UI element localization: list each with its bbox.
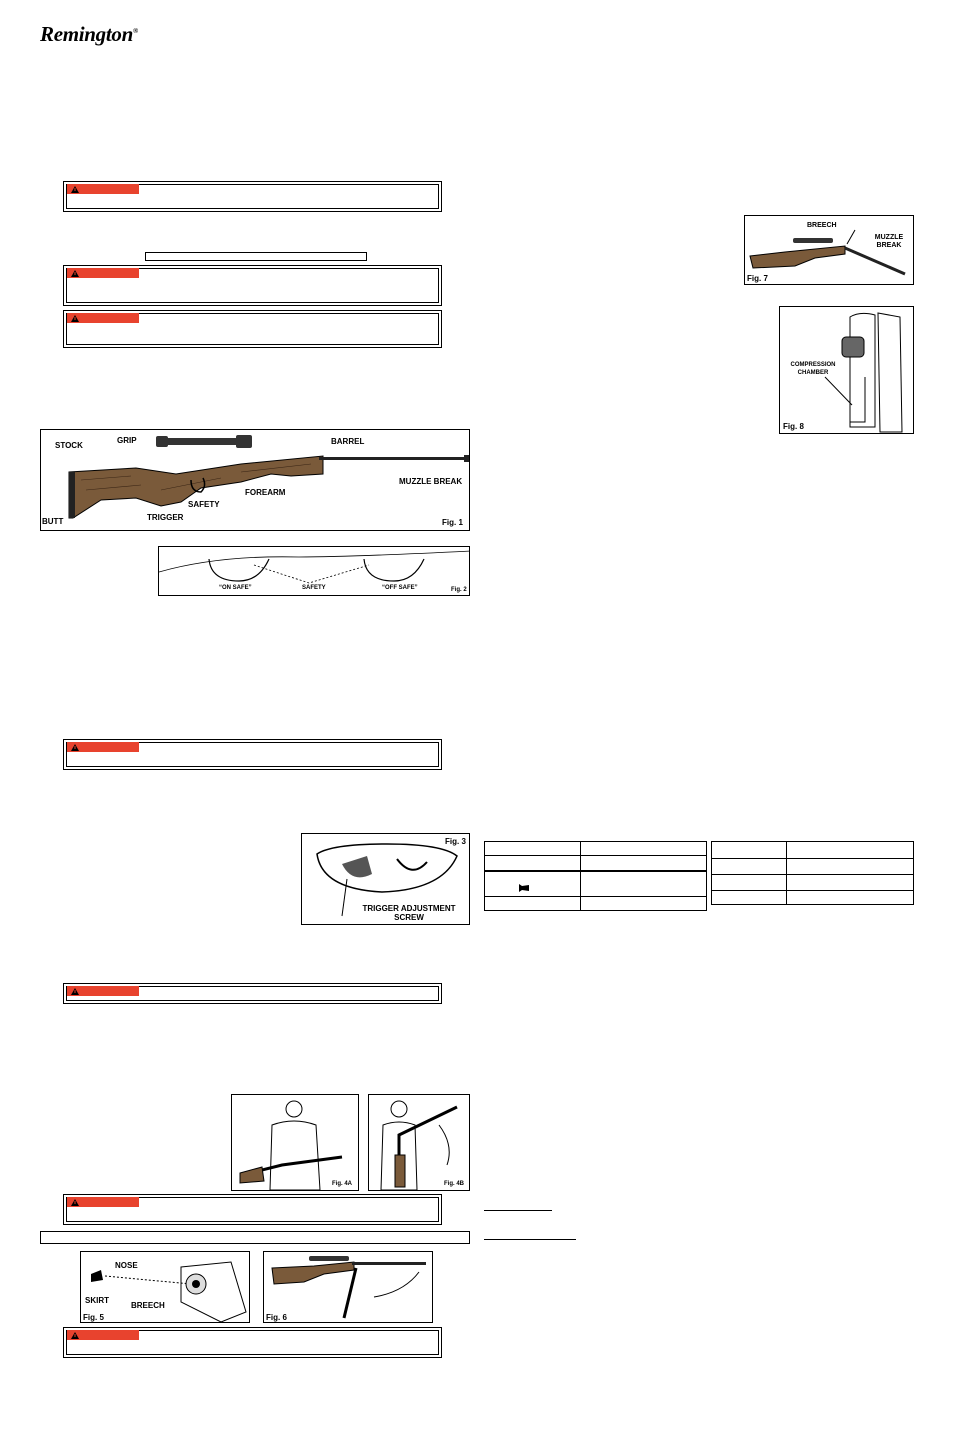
highlight-box-1 xyxy=(145,252,367,261)
pellet-breech-illustration xyxy=(81,1252,250,1323)
label-nose: NOSE xyxy=(115,1261,138,1270)
label-grip: GRIP xyxy=(117,436,137,445)
spec-table-left xyxy=(484,841,707,911)
label-breech: BREECH xyxy=(131,1301,165,1310)
label-forearm: FOREARM xyxy=(245,488,286,497)
figure-8-compression-chamber xyxy=(779,306,914,434)
label-barrel: BARREL xyxy=(331,437,365,446)
figure-number: Fig. 8 xyxy=(783,422,804,431)
label-screw: SCREW xyxy=(394,913,424,922)
warning-triangle-icon xyxy=(71,270,79,277)
label-butt: BUTT xyxy=(42,517,64,526)
label-trigger: TRIGGER xyxy=(147,513,184,522)
figure-6-barrel-closing xyxy=(263,1251,433,1323)
warning-box-1 xyxy=(63,181,442,212)
label-on-safe: “ON SAFE” xyxy=(219,585,252,591)
label-break: BREAK xyxy=(876,242,902,249)
figure-number: Fig. 7 xyxy=(747,274,768,283)
warning-box-7 xyxy=(63,1327,442,1358)
figure-number: Fig. 5 xyxy=(83,1313,104,1322)
rifle-barrel-open-illustration xyxy=(264,1252,433,1323)
figure-number: Fig. 2 xyxy=(451,587,467,593)
warning-box-6 xyxy=(63,1194,442,1225)
label-trigger-adjustment: TRIGGER ADJUSTMENT xyxy=(362,904,456,913)
figure-1-rifle-parts xyxy=(40,429,470,531)
warning-box-4 xyxy=(63,739,442,770)
figure-4a-cocking xyxy=(231,1094,359,1191)
label-safety: SAFETY xyxy=(188,500,220,509)
label-chamber: CHAMBER xyxy=(797,370,829,376)
label-muzzle-break: MUZZLE BREAK xyxy=(399,477,463,486)
figure-5-pellet-loading xyxy=(80,1251,250,1323)
warning-triangle-icon xyxy=(71,1332,79,1339)
figure-2-safety xyxy=(158,546,470,596)
spec-table-right xyxy=(711,841,914,905)
warning-triangle-icon xyxy=(71,186,79,193)
warning-box-3 xyxy=(63,310,442,348)
label-off-safe: “OFF SAFE” xyxy=(382,585,418,591)
figure-number: Fig. 1 xyxy=(442,518,463,527)
label-breech: BREECH xyxy=(807,222,837,229)
label-stock: STOCK xyxy=(55,441,83,450)
label-muzzle: MUZZLE xyxy=(874,234,904,241)
warning-triangle-icon xyxy=(71,315,79,322)
figure-3-trigger-adjustment xyxy=(301,833,470,925)
warning-tag xyxy=(67,184,139,194)
warning-triangle-icon xyxy=(71,1199,79,1206)
highlight-box-2 xyxy=(40,1231,470,1244)
warning-triangle-icon xyxy=(71,988,79,995)
label-skirt: SKIRT xyxy=(85,1296,109,1305)
warning-box-5 xyxy=(63,983,442,1004)
warning-box-2 xyxy=(63,265,442,306)
figure-number: Fig. 3 xyxy=(445,837,466,846)
figure-number: Fig. 4A xyxy=(332,1181,353,1187)
underline-rule-1 xyxy=(484,1210,552,1211)
warning-triangle-icon xyxy=(71,744,79,751)
brand-logo: Remington® xyxy=(40,22,138,46)
person-cocking-illustration xyxy=(232,1095,359,1191)
underline-rule-2 xyxy=(484,1239,576,1240)
person-breaking-barrel-illustration xyxy=(369,1095,470,1191)
label-compression: COMPRESSION xyxy=(790,362,836,368)
figure-4b-cocking xyxy=(368,1094,470,1191)
figure-number: Fig. 4B xyxy=(444,1181,465,1187)
pellet-icon xyxy=(519,884,529,892)
figure-7-barrel-open xyxy=(744,215,914,285)
label-safety: SAFETY xyxy=(302,585,326,591)
figure-number: Fig. 6 xyxy=(266,1313,287,1322)
